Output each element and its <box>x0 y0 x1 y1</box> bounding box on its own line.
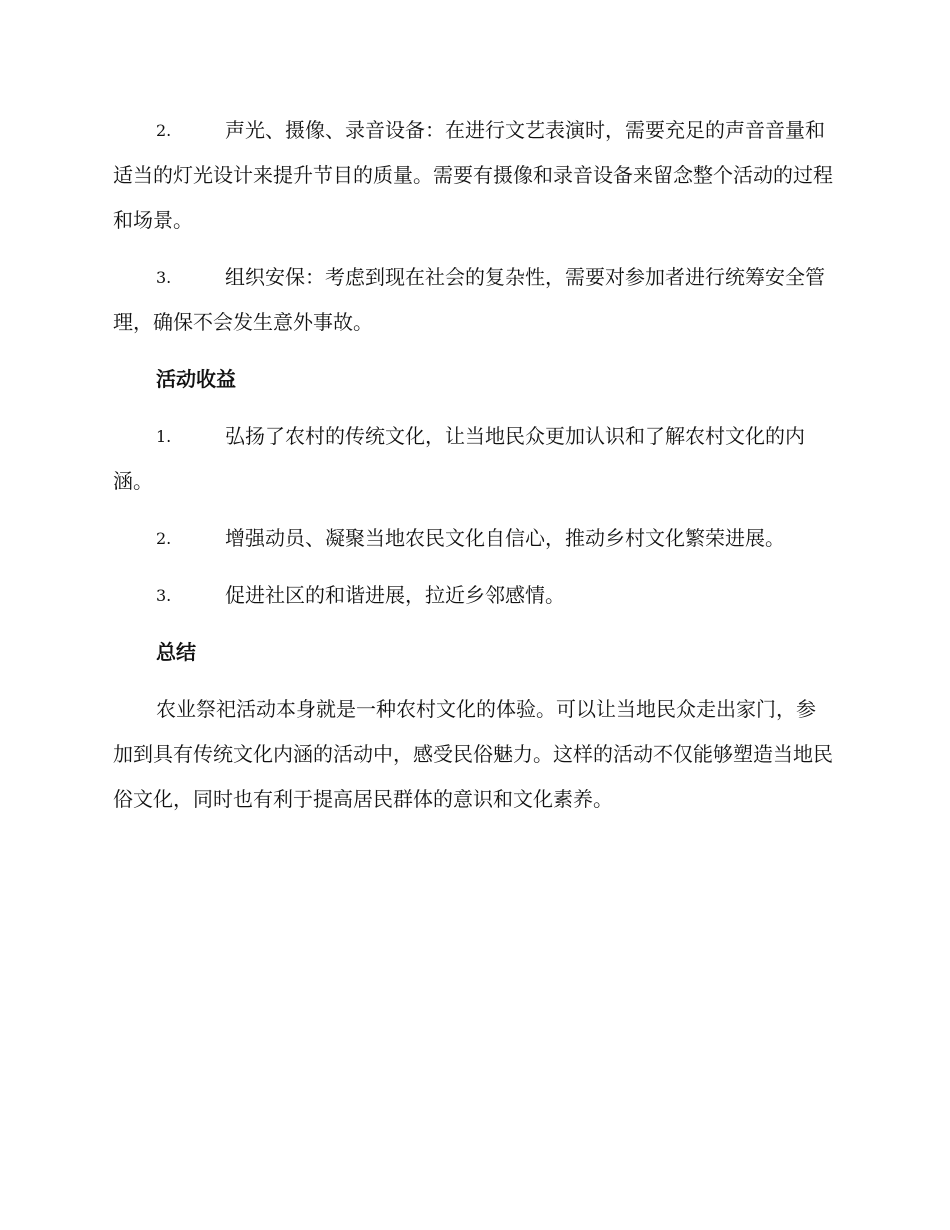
list-item-security <box>113 255 835 345</box>
list-item-benefit-2 <box>113 516 835 561</box>
list-item-benefit-1 <box>113 414 835 504</box>
section-heading-summary: 总结 <box>156 640 196 664</box>
list-item-text: 组织安保：考虑到现在社会的复杂性，需要对参加者进行统筹安全管理，确保不会发生意外事故。 <box>113 265 825 334</box>
list-number: 2. <box>156 529 172 548</box>
list-number: 3. <box>156 268 172 287</box>
document-page <box>113 108 835 822</box>
summary-paragraph: 农业祭祀活动本身就是一种农村文化的体验。可以让当地民众走出家门，参加到具有传统文化内涵的活动中，感受民俗魅力。这样的活动不仅能够塑造当地民俗文化，同时也有利于提高居民群体的意识和文化素养。 <box>113 697 833 811</box>
section-heading-benefits: 活动收益 <box>156 367 236 391</box>
list-number: 1. <box>156 427 172 446</box>
list-number: 2. <box>156 121 172 140</box>
list-number: 3. <box>156 586 172 605</box>
list-item-text: 弘扬了农村的传统文化，让当地民众更加认识和了解农村文化的内涵。 <box>113 424 805 493</box>
list-item-text: 声光、摄像、录音设备：在进行文艺表演时，需要充足的声音音量和适当的灯光设计来提升节目的质量。需要有摄像和录音设备来留念整个活动的过程和场景。 <box>113 118 833 232</box>
list-item-benefit-3 <box>113 573 835 618</box>
list-item-equipment <box>113 108 835 243</box>
list-item-text: 增强动员、凝聚当地农民文化自信心，推动乡村文化繁荣进展。 <box>225 526 785 550</box>
list-item-text: 促进社区的和谐进展，拉近乡邻感情。 <box>225 583 565 607</box>
